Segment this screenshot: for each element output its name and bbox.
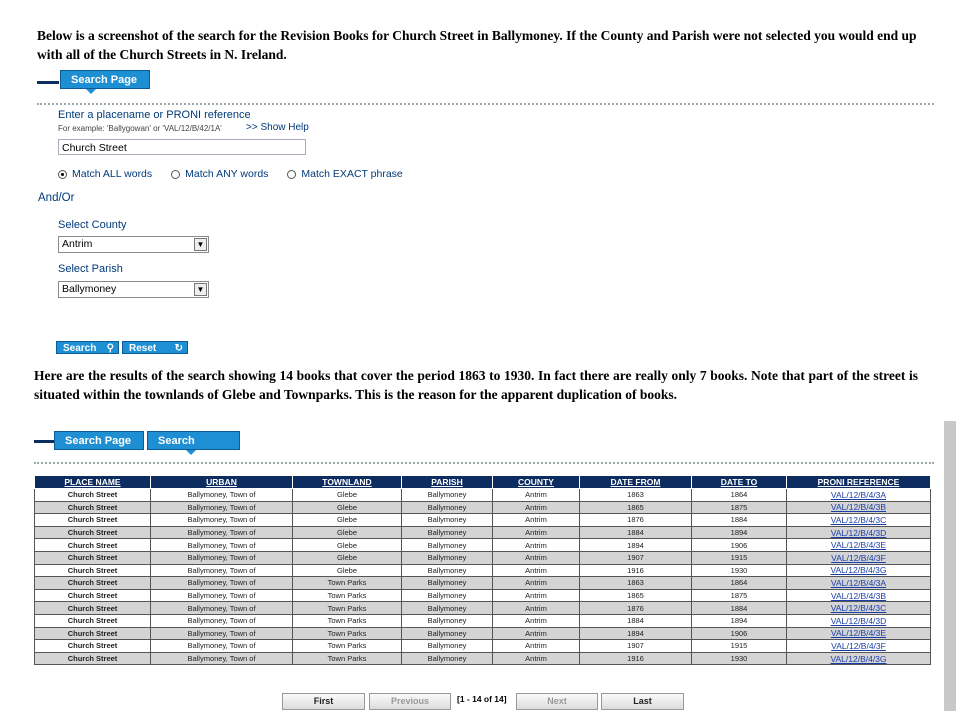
search-button[interactable]: Search ⚲ <box>56 341 119 354</box>
cell-townland: Town Parks <box>293 627 402 640</box>
radio-match-any[interactable]: Match ANY words <box>171 168 268 180</box>
results-header-row <box>35 476 931 489</box>
parish-label: Select Parish <box>58 263 123 275</box>
cell-townland: Glebe <box>293 489 402 502</box>
cell-county: Antrim <box>493 652 580 665</box>
radio-match-exact[interactable]: Match EXACT phrase <box>287 168 402 180</box>
cell-county: Antrim <box>493 602 580 615</box>
cell-date-from: 1894 <box>580 627 692 640</box>
cell-date-to: 1906 <box>692 627 787 640</box>
proni-reference-link[interactable]: VAL/12/B/4/3E <box>830 540 887 551</box>
cell-urban: Ballymoney, Town of <box>151 589 293 602</box>
cell-proni-reference <box>787 551 931 564</box>
cell-townland: Glebe <box>293 551 402 564</box>
intro-paragraph-1: Below is a screenshot of the search for the Revision Books for Church Street in Ballymoney. If the County and Parish were not selected you would end up with all of the Church Streets in N. Ireland. <box>37 28 917 62</box>
col-proni-reference[interactable]: PRONI REFERENCE <box>787 476 931 489</box>
cell-date-to: 1875 <box>692 501 787 514</box>
cell-townland: Glebe <box>293 501 402 514</box>
table-row <box>35 577 931 590</box>
cell-urban: Ballymoney, Town of <box>151 526 293 539</box>
proni-reference-link[interactable]: VAL/12/B/4/3A <box>830 489 887 500</box>
cell-place-name: Church Street <box>35 551 151 564</box>
proni-reference-link[interactable]: VAL/12/B/4/3C <box>830 603 887 614</box>
cell-date-from: 1863 <box>580 489 692 502</box>
cell-proni-reference <box>787 640 931 653</box>
cell-proni-reference <box>787 514 931 527</box>
tab-pointer <box>86 89 96 94</box>
proni-reference-link[interactable]: VAL/12/B/4/3F <box>831 640 886 651</box>
cell-date-from: 1907 <box>580 640 692 653</box>
cell-townland: Town Parks <box>293 652 402 665</box>
chevron-down-icon: ▼ <box>194 238 207 251</box>
reset-button[interactable]: Reset ↻ <box>122 341 188 354</box>
cell-county: Antrim <box>493 589 580 602</box>
dotted-divider <box>37 103 934 105</box>
cell-county: Antrim <box>493 640 580 653</box>
cell-parish: Ballymoney <box>402 551 493 564</box>
proni-reference-link[interactable]: VAL/12/B/4/3F <box>831 552 886 563</box>
table-row <box>35 627 931 640</box>
cell-townland: Glebe <box>293 564 402 577</box>
proni-reference-link[interactable]: VAL/12/B/4/3E <box>830 628 887 639</box>
cell-county: Antrim <box>493 539 580 552</box>
cell-date-to: 1894 <box>692 526 787 539</box>
table-row <box>35 614 931 627</box>
cell-place-name: Church Street <box>35 640 151 653</box>
col-townland[interactable]: TOWNLAND <box>293 476 402 489</box>
county-select[interactable] <box>58 236 209 253</box>
andor-label: And/Or <box>38 192 75 204</box>
cell-parish: Ballymoney <box>402 539 493 552</box>
cell-date-from: 1916 <box>580 564 692 577</box>
cell-county: Antrim <box>493 577 580 590</box>
cell-proni-reference <box>787 627 931 640</box>
place-label: Enter a placename or PRONI reference <box>58 109 251 121</box>
cell-county: Antrim <box>493 564 580 577</box>
cell-townland: Glebe <box>293 526 402 539</box>
cell-date-to: 1915 <box>692 551 787 564</box>
cell-date-from: 1876 <box>580 602 692 615</box>
cell-date-to: 1875 <box>692 589 787 602</box>
cell-urban: Ballymoney, Town of <box>151 652 293 665</box>
cell-date-to: 1930 <box>692 564 787 577</box>
cell-county: Antrim <box>493 614 580 627</box>
cell-urban: Ballymoney, Town of <box>151 551 293 564</box>
col-urban[interactable]: URBAN <box>151 476 293 489</box>
cell-parish: Ballymoney <box>402 602 493 615</box>
col-parish[interactable]: PARISH <box>402 476 493 489</box>
col-date-from[interactable]: DATE FROM <box>580 476 692 489</box>
cell-place-name: Church Street <box>35 602 151 615</box>
cell-date-to: 1864 <box>692 577 787 590</box>
cell-townland: Town Parks <box>293 640 402 653</box>
cell-parish: Ballymoney <box>402 514 493 527</box>
refresh-icon: ↻ <box>174 343 183 354</box>
cell-place-name: Church Street <box>35 489 151 502</box>
table-row <box>35 514 931 527</box>
cell-date-from: 1863 <box>580 577 692 590</box>
cell-townland: Town Parks <box>293 602 402 615</box>
cell-proni-reference <box>787 589 931 602</box>
radio-dot-selected <box>58 170 67 179</box>
cell-proni-reference <box>787 614 931 627</box>
col-county[interactable]: COUNTY <box>493 476 580 489</box>
county-value: Antrim <box>62 238 93 250</box>
show-help-link[interactable]: >> Show Help <box>246 122 309 133</box>
cell-proni-reference <box>787 501 931 514</box>
tab-search-page-results[interactable]: Search Page <box>54 431 144 450</box>
cell-place-name: Church Street <box>35 577 151 590</box>
cell-urban: Ballymoney, Town of <box>151 501 293 514</box>
cell-date-to: 1884 <box>692 514 787 527</box>
cell-proni-reference <box>787 564 931 577</box>
cell-county: Antrim <box>493 551 580 564</box>
cell-date-to: 1864 <box>692 489 787 502</box>
tab-pointer-results <box>186 450 196 455</box>
cell-place-name: Church Street <box>35 627 151 640</box>
cell-parish: Ballymoney <box>402 652 493 665</box>
vertical-scrollbar[interactable] <box>944 421 956 711</box>
cell-urban: Ballymoney, Town of <box>151 602 293 615</box>
proni-reference-link[interactable]: VAL/12/B/4/3B <box>830 502 887 513</box>
cell-proni-reference <box>787 577 931 590</box>
cell-townland: Town Parks <box>293 577 402 590</box>
cell-place-name: Church Street <box>35 589 151 602</box>
results-table <box>34 475 931 665</box>
cell-parish: Ballymoney <box>402 501 493 514</box>
table-row <box>35 539 931 552</box>
cell-proni-reference <box>787 489 931 502</box>
chevron-down-icon: ▼ <box>194 283 207 296</box>
cell-townland: Glebe <box>293 514 402 527</box>
cell-urban: Ballymoney, Town of <box>151 614 293 627</box>
pager-first-button[interactable]: First <box>282 693 365 710</box>
table-row <box>35 602 931 615</box>
place-input[interactable]: Church Street <box>58 139 306 155</box>
cell-townland: Town Parks <box>293 614 402 627</box>
cell-date-to: 1884 <box>692 602 787 615</box>
cell-townland: Glebe <box>293 539 402 552</box>
magnifier-icon: ⚲ <box>106 343 114 354</box>
cell-place-name: Church Street <box>35 614 151 627</box>
proni-reference-link[interactable]: VAL/12/B/4/3C <box>830 514 887 525</box>
cell-date-to: 1894 <box>692 614 787 627</box>
table-row <box>35 526 931 539</box>
cell-urban: Ballymoney, Town of <box>151 577 293 590</box>
cell-place-name: Church Street <box>35 652 151 665</box>
match-options <box>58 168 422 180</box>
proni-reference-link[interactable]: VAL/12/B/4/3A <box>830 577 887 588</box>
cell-date-from: 1884 <box>580 614 692 627</box>
cell-county: Antrim <box>493 526 580 539</box>
cell-county: Antrim <box>493 501 580 514</box>
table-row <box>35 501 931 514</box>
cell-date-from: 1916 <box>580 652 692 665</box>
cell-parish: Ballymoney <box>402 614 493 627</box>
tab-rule-left-results <box>34 440 54 443</box>
cell-place-name: Church Street <box>35 539 151 552</box>
cell-place-name: Church Street <box>35 514 151 527</box>
pager-next-button[interactable]: Next <box>516 693 598 710</box>
dotted-divider-results <box>34 462 934 464</box>
cell-date-from: 1865 <box>580 589 692 602</box>
table-row <box>35 564 931 577</box>
proni-reference-link[interactable]: VAL/12/B/4/3G <box>830 653 887 664</box>
proni-reference-link[interactable]: VAL/12/B/4/3B <box>830 590 887 601</box>
parish-value: Ballymoney <box>62 283 117 295</box>
cell-townland: Town Parks <box>293 589 402 602</box>
proni-reference-link[interactable]: VAL/12/B/4/3D <box>830 615 887 626</box>
tab-search-results[interactable]: Search Results <box>147 431 240 450</box>
table-row <box>35 489 931 502</box>
proni-reference-link[interactable]: VAL/12/B/4/3D <box>830 527 887 538</box>
cell-date-to: 1915 <box>692 640 787 653</box>
cell-date-to: 1930 <box>692 652 787 665</box>
cell-parish: Ballymoney <box>402 577 493 590</box>
place-example: For example: 'Ballygowan' or 'VAL/12/B/42/1A' <box>58 124 222 133</box>
cell-place-name: Church Street <box>35 564 151 577</box>
cell-place-name: Church Street <box>35 526 151 539</box>
cell-parish: Ballymoney <box>402 526 493 539</box>
cell-urban: Ballymoney, Town of <box>151 640 293 653</box>
tab-rule-left <box>37 81 59 84</box>
cell-proni-reference <box>787 602 931 615</box>
pager-info: [1 - 14 of 14] <box>457 694 507 704</box>
radio-dot <box>171 170 180 179</box>
cell-proni-reference <box>787 652 931 665</box>
cell-parish: Ballymoney <box>402 627 493 640</box>
cell-urban: Ballymoney, Town of <box>151 627 293 640</box>
cell-urban: Ballymoney, Town of <box>151 489 293 502</box>
cell-county: Antrim <box>493 514 580 527</box>
cell-parish: Ballymoney <box>402 589 493 602</box>
radio-dot <box>287 170 296 179</box>
table-row <box>35 589 931 602</box>
cell-date-from: 1894 <box>580 539 692 552</box>
pager-last-button[interactable]: Last <box>601 693 684 710</box>
table-row <box>35 640 931 653</box>
cell-proni-reference <box>787 539 931 552</box>
cell-county: Antrim <box>493 627 580 640</box>
county-label: Select County <box>58 219 127 231</box>
parish-select[interactable] <box>58 281 209 298</box>
col-place-name[interactable]: PLACE NAME <box>35 476 151 489</box>
intro-paragraph-2: Here are the results of the search showing 14 books that cover the period 1863 to 1930. In fact there are really only 7 books. Note that part of the street is situated within the townlands of Glebe and Townparks. This is the reason for the apparent duplication of books. <box>34 368 918 402</box>
cell-county: Antrim <box>493 489 580 502</box>
proni-reference-link[interactable]: VAL/12/B/4/3G <box>830 565 887 576</box>
radio-match-all[interactable]: Match ALL words <box>58 168 152 180</box>
cell-date-to: 1906 <box>692 539 787 552</box>
cell-urban: Ballymoney, Town of <box>151 539 293 552</box>
cell-urban: Ballymoney, Town of <box>151 564 293 577</box>
cell-place-name: Church Street <box>35 501 151 514</box>
table-row <box>35 652 931 665</box>
cell-date-from: 1865 <box>580 501 692 514</box>
cell-date-from: 1907 <box>580 551 692 564</box>
cell-proni-reference <box>787 526 931 539</box>
cell-date-from: 1876 <box>580 514 692 527</box>
cell-urban: Ballymoney, Town of <box>151 514 293 527</box>
cell-parish: Ballymoney <box>402 640 493 653</box>
cell-parish: Ballymoney <box>402 564 493 577</box>
table-row <box>35 551 931 564</box>
cell-date-from: 1884 <box>580 526 692 539</box>
col-date-to[interactable]: DATE TO <box>692 476 787 489</box>
cell-parish: Ballymoney <box>402 489 493 502</box>
pager-previous-button[interactable]: Previous <box>369 693 451 710</box>
tab-search-page[interactable]: Search Page <box>60 70 150 89</box>
